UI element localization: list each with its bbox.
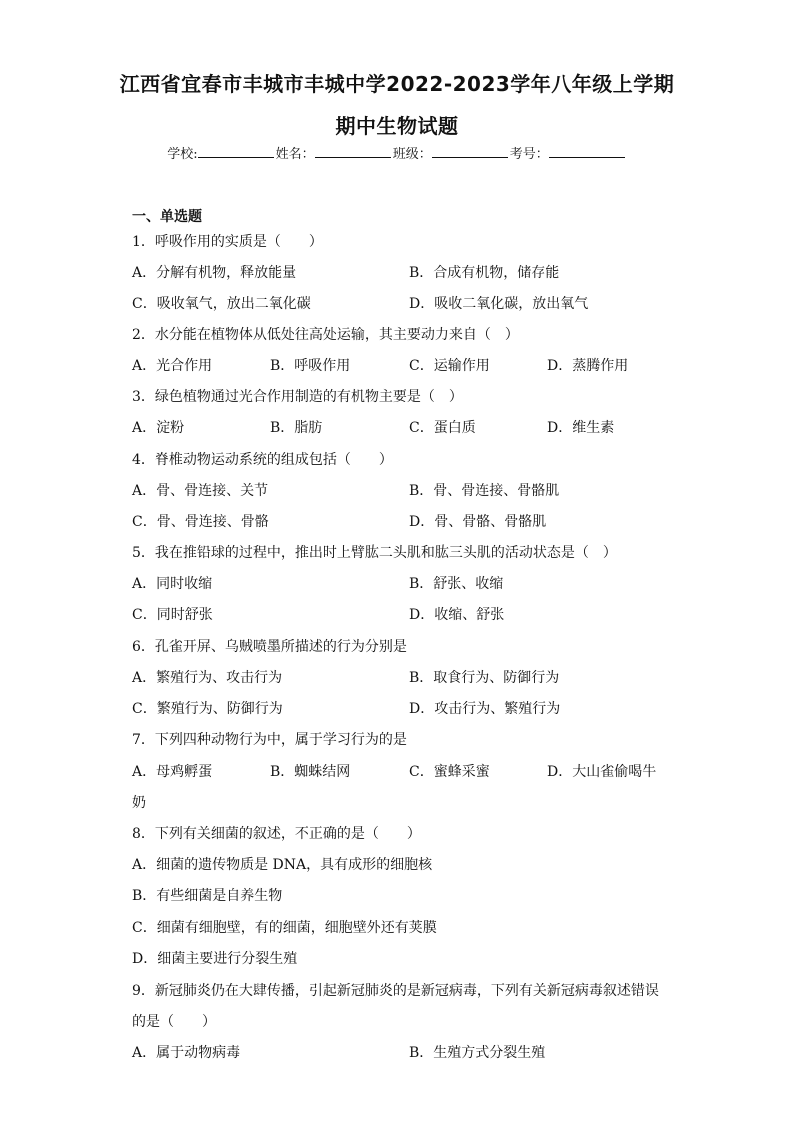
school-blank[interactable] xyxy=(198,145,274,158)
school-label: 学校: xyxy=(167,147,198,162)
question-6-option-a[interactable]: A．繁殖行为、攻击行为 xyxy=(132,670,283,686)
question-4-stem: 4．脊椎动物运动系统的组成包括（ ） xyxy=(132,452,393,468)
question-7-option-a[interactable]: A．母鸡孵蛋 xyxy=(132,764,213,780)
question-3-option-d[interactable]: D．维生素 xyxy=(547,420,615,436)
question-3-option-b[interactable]: B．脂肪 xyxy=(270,420,323,436)
question-3-option-a[interactable]: A．淀粉 xyxy=(132,420,185,436)
question-8-option-c[interactable]: C．细菌有细胞壁，有的细菌，细胞壁外还有荚膜 xyxy=(132,920,437,936)
question-2-option-a[interactable]: A．光合作用 xyxy=(132,358,213,374)
question-6-option-d[interactable]: D．攻击行为、繁殖行为 xyxy=(409,701,561,717)
question-4-option-d[interactable]: D．骨、骨骼、骨骼肌 xyxy=(409,514,547,530)
exam-title-line-2: 期中生物试题 xyxy=(335,114,459,138)
question-2-option-b[interactable]: B．呼吸作用 xyxy=(270,358,351,374)
question-2-option-c[interactable]: C．运输作用 xyxy=(409,358,490,374)
question-1-option-a[interactable]: A．分解有机物，释放能量 xyxy=(132,265,297,281)
question-2-option-d[interactable]: D．蒸腾作用 xyxy=(547,358,629,374)
question-1-option-d[interactable]: D．吸收二氧化碳，放出氧气 xyxy=(409,296,589,312)
exam-title-line-1: 江西省宜春市丰城市丰城中学2022-2023学年八年级上学期 xyxy=(119,72,675,96)
question-5-option-a[interactable]: A．同时收缩 xyxy=(132,576,213,592)
question-5-option-c[interactable]: C．同时舒张 xyxy=(132,607,213,623)
question-8-option-a[interactable]: A．细菌的遗传物质是 DNA，具有成形的细胞核 xyxy=(132,857,433,873)
question-9-option-a[interactable]: A．属于动物病毒 xyxy=(132,1045,241,1061)
student-info-row xyxy=(0,143,794,162)
question-1-option-b[interactable]: B．合成有机物，储存能 xyxy=(409,265,560,281)
question-7-option-b[interactable]: B．蜘蛛结网 xyxy=(270,764,351,780)
exam-number-label: 考号： xyxy=(509,147,549,162)
question-9-stem: 9．新冠肺炎仍在大肆传播，引起新冠肺炎的是新冠病毒，下列有关新冠病毒叙述错误 xyxy=(132,983,659,999)
question-6-option-b[interactable]: B．取食行为、防御行为 xyxy=(409,670,560,686)
question-4-option-c[interactable]: C．骨、骨连接、骨骼 xyxy=(132,514,269,530)
question-4-option-b[interactable]: B．骨、骨连接、骨骼肌 xyxy=(409,483,560,499)
question-5-stem: 5．我在推铅球的过程中，推出时上臂肱二头肌和肱三头肌的活动状态是（ ） xyxy=(132,545,617,561)
question-5-option-d[interactable]: D．收缩、舒张 xyxy=(409,607,505,623)
question-3-stem: 3．绿色植物通过光合作用制造的有机物主要是（ ） xyxy=(132,389,463,405)
question-8-stem: 8．下列有关细菌的叙述，不正确的是（ ） xyxy=(132,826,421,842)
question-4-option-a[interactable]: A．骨、骨连接、关节 xyxy=(132,483,269,499)
question-7-option-c[interactable]: C．蜜蜂采蜜 xyxy=(409,764,490,780)
question-7-option-d-continued: 奶 xyxy=(132,795,146,811)
exam-number-blank[interactable] xyxy=(549,145,625,158)
question-9-option-b[interactable]: B．生殖方式分裂生殖 xyxy=(409,1045,546,1061)
question-3-option-c[interactable]: C．蛋白质 xyxy=(409,420,476,436)
question-1-stem: 1．呼吸作用的实质是（ ） xyxy=(132,234,323,250)
question-2-stem: 2．水分能在植物体从低处往高处运输，其主要动力来自（ ） xyxy=(132,327,519,343)
section-heading: 一、单选题 xyxy=(132,209,202,225)
class-label: 班级： xyxy=(392,147,432,162)
question-9-stem-continued: 的是（ ） xyxy=(132,1014,216,1030)
question-6-option-c[interactable]: C．繁殖行为、防御行为 xyxy=(132,701,283,717)
name-blank[interactable] xyxy=(315,145,391,158)
question-5-option-b[interactable]: B．舒张、收缩 xyxy=(409,576,504,592)
name-label: 姓名： xyxy=(275,147,315,162)
question-6-stem: 6．孔雀开屏、乌贼喷墨所描述的行为分别是 xyxy=(132,639,407,655)
question-1-option-c[interactable]: C．吸收氧气，放出二氧化碳 xyxy=(132,296,311,312)
question-7-stem: 7．下列四种动物行为中，属于学习行为的是 xyxy=(132,732,407,748)
question-8-option-b[interactable]: B．有些细菌是自养生物 xyxy=(132,888,283,904)
question-7-option-d[interactable]: D．大山雀偷喝牛 xyxy=(547,764,657,780)
class-blank[interactable] xyxy=(432,145,508,158)
question-8-option-d[interactable]: D．细菌主要进行分裂生殖 xyxy=(132,951,298,967)
